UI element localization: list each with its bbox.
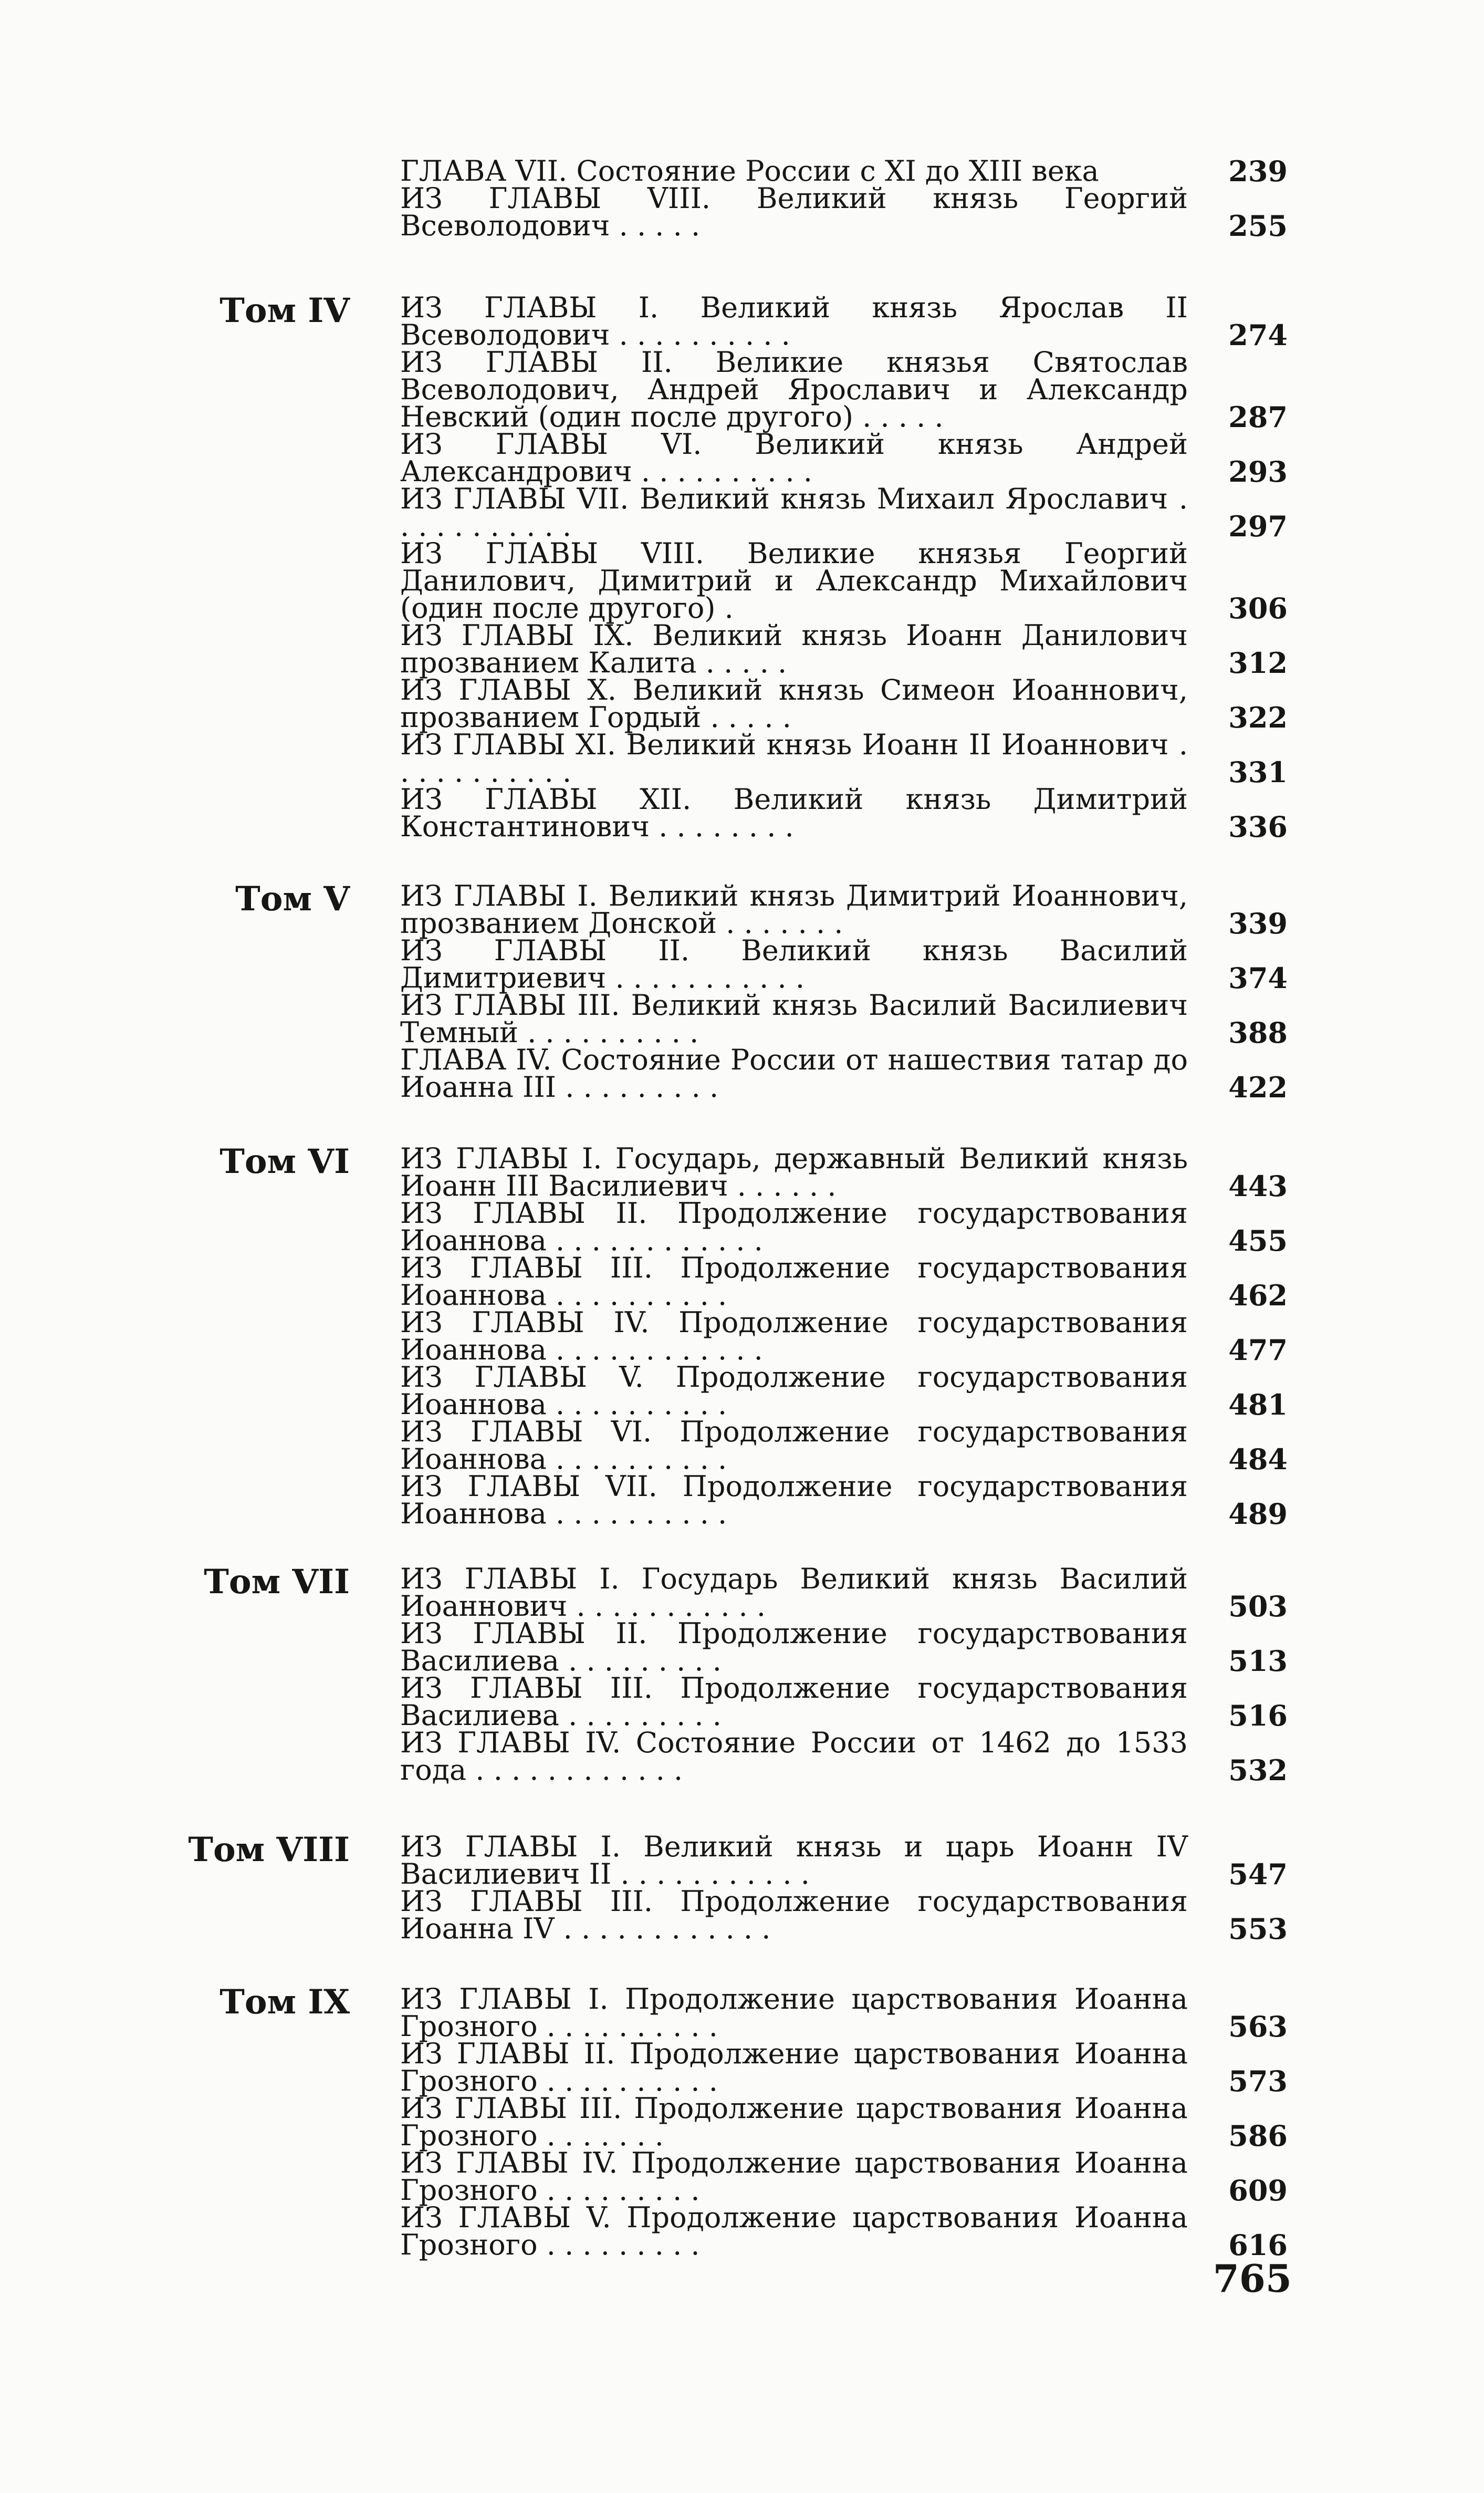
toc-entry [400,1306,1288,1367]
entry-title: ИЗ ГЛАВЫ II. Продолжение царствования Иоанна Грозного . . . . . . . . . . [400,2037,1188,2097]
entry-title: ИЗ ГЛАВЫ II. Продолжение государствования Василиева . . . . . . . . . [400,1617,1188,1677]
toc-entry [400,783,1288,844]
toc-entry [400,1726,1288,1787]
toc-entry [400,1142,1288,1203]
toc-entry [400,619,1288,680]
entry-page-number: 532 [1228,1753,1288,1787]
toc-entry [400,2037,1288,2098]
entry-title: ИЗ ГЛАВЫ II. Великие князья Святослав Всеволодович, Андрей Ярославич и Александр Невский (один после другого) . . . . . [400,346,1188,433]
entry-page-number: 239 [1228,154,1288,188]
entry-title: ИЗ ГЛАВЫ III. Продолжение государствования Иоанна IV . . . . . . . . . . . . [400,1885,1188,1945]
entry-title: ГЛАВА VII. Состояние России с XI до XIII века [400,154,1099,188]
entry-page-number: 388 [1228,1016,1288,1050]
entry-page-number: 306 [1228,591,1288,625]
entry-title: ИЗ ГЛАВЫ VI. Продолжение государствования Иоаннова . . . . . . . . . . [400,1415,1188,1476]
entry-page-number: 586 [1228,2119,1288,2153]
entry-page-number: 274 [1228,318,1288,352]
entry-page-number: 484 [1228,1442,1288,1476]
volume-label: Том VII [204,1562,350,1602]
entry-title: ИЗ ГЛАВЫ I. Государь, державный Великий князь Иоанн III Василиевич . . . . . . [400,1142,1188,1202]
entry-page-number: 312 [1228,646,1288,680]
entry-page-number: 503 [1228,1590,1288,1623]
entry-title: ИЗ ГЛАВЫ I. Государь Великий князь Василий Иоаннович . . . . . . . . . . . [400,1562,1188,1623]
entry-title: ИЗ ГЛАВЫ IV. Продолжение государствования Иоаннова . . . . . . . . . . . . [400,1306,1188,1366]
entry-title: ИЗ ГЛАВЫ VII. Великий князь Михаил Ярославич . . . . . . . . . . . [400,482,1188,543]
entry-page-number: 455 [1228,1224,1288,1258]
toc-entry [400,2146,1288,2207]
volume-label: Том VIII [188,1830,350,1869]
volume-label: Том V [235,879,350,919]
entry-page-number: 322 [1228,701,1288,734]
entry-title: ИЗ ГЛАВЫ III. Великий князь Василий Василиевич Темный . . . . . . . . . . [400,989,1188,1049]
toc-entry [400,2092,1288,2153]
entry-title: ИЗ ГЛАВЫ IX. Великий князь Иоанн Данилович прозванием Калита . . . . . [400,619,1188,679]
toc-entry [400,1982,1288,2043]
volume-label: Том IV [220,291,350,330]
entry-page-number: 293 [1228,455,1288,489]
entry-page-number: 287 [1228,400,1288,434]
toc-entry [400,1197,1288,1258]
toc-entry [400,1617,1288,1678]
entry-title: ГЛАВА IV. Состояние России от нашествия татар до Иоанна III . . . . . . . . . [400,1043,1188,1104]
toc-entry [400,934,1288,995]
toc-entry [400,537,1288,625]
entry-page-number: 422 [1228,1071,1288,1104]
entry-page-number: 481 [1228,1388,1288,1421]
toc-entry [400,1415,1288,1476]
entry-title: ИЗ ГЛАВЫ VII. Продолжение государствования Иоаннова . . . . . . . . . . [400,1470,1188,1530]
toc-entry [400,1671,1288,1732]
entry-page-number: 513 [1228,1644,1288,1678]
volume-label: Том VI [220,1142,350,1181]
entry-title: ИЗ ГЛАВЫ I. Великий князь Ярослав II Всеволодович . . . . . . . . . . [400,291,1188,351]
toc-entry [400,154,1288,188]
entry-page-number: 573 [1228,2064,1288,2098]
entry-page-number: 336 [1228,810,1288,844]
entry-title: ИЗ ГЛАВЫ III. Продолжение государствования Иоаннова . . . . . . . . . . [400,1251,1188,1312]
page-number: 765 [1213,2256,1292,2301]
toc-entry [400,482,1288,543]
entry-title: ИЗ ГЛАВЫ VI. Великий князь Андрей Александрович . . . . . . . . . . [400,428,1188,488]
toc-entry [400,1830,1288,1891]
entry-title: ИЗ ГЛАВЫ V. Продолжение царствования Иоанна Грозного . . . . . . . . . [400,2201,1188,2261]
toc-entry [400,346,1288,434]
entry-title: ИЗ ГЛАВЫ VIII. Великие князья Георгий Данилович, Димитрий и Александр Михайлович (один после другого) . [400,537,1188,625]
toc-entry [400,1885,1288,1946]
entry-title: ИЗ ГЛАВЫ III. Продолжение царствования Иоанна Грозного . . . . . . . [400,2092,1188,2152]
toc-entry [400,1043,1288,1104]
entry-page-number: 516 [1228,1699,1288,1732]
entry-title: ИЗ ГЛАВЫ V. Продолжение государствования Иоаннова . . . . . . . . . . [400,1360,1188,1421]
entry-title: ИЗ ГЛАВЫ II. Продолжение государствования Иоаннова . . . . . . . . . . . . [400,1197,1188,1257]
entry-page-number: 489 [1228,1497,1288,1531]
entry-title: ИЗ ГЛАВЫ III. Продолжение государствования Василиева . . . . . . . . . [400,1671,1188,1732]
toc-entry [400,989,1288,1050]
toc-entry [400,1360,1288,1421]
entry-title: ИЗ ГЛАВЫ VIII. Великий князь Георгий Всеволодович . . . . . [400,182,1188,242]
entry-page-number: 563 [1228,2010,1288,2043]
toc-entry [400,673,1288,734]
toc-entry [400,1251,1288,1312]
entry-title: ИЗ ГЛАВЫ IV. Продолжение царствования Иоанна Грозного . . . . . . . . . [400,2146,1188,2207]
entry-page-number: 297 [1228,510,1288,543]
entry-page-number: 339 [1228,907,1288,940]
entry-title: ИЗ ГЛАВЫ IV. Состояние России от 1462 до 1533 года . . . . . . . . . . . . [400,1726,1188,1786]
entry-title: ИЗ ГЛАВЫ XI. Великий князь Иоанн II Иоаннович . . . . . . . . . . . [400,728,1188,788]
entry-page-number: 255 [1228,209,1288,243]
entry-page-number: 553 [1228,1912,1288,1946]
volume-label: Том IX [220,1982,350,2022]
entry-title: ИЗ ГЛАВЫ I. Великий князь Димитрий Иоаннович, прозванием Донской . . . . . . . [400,879,1188,940]
entry-title: ИЗ ГЛАВЫ XII. Великий князь Димитрий Константинович . . . . . . . . [400,783,1188,843]
entry-title: ИЗ ГЛАВЫ X. Великий князь Симеон Иоаннович, прозванием Гордый . . . . . [400,673,1188,734]
toc-entry [400,2201,1288,2262]
entry-title: ИЗ ГЛАВЫ I. Великий князь и царь Иоанн IV Василиевич II . . . . . . . . . . . [400,1830,1188,1890]
entry-page-number: 443 [1228,1169,1288,1203]
toc-entry [400,1470,1288,1531]
toc-entry [400,428,1288,489]
entry-title: ИЗ ГЛАВЫ I. Продолжение царствования Иоанна Грозного . . . . . . . . . . [400,1982,1188,2043]
entry-page-number: 331 [1228,755,1288,789]
entry-page-number: 616 [1228,2228,1288,2262]
entry-page-number: 547 [1228,1857,1288,1891]
toc-entry [400,728,1288,789]
toc-entry [400,182,1288,243]
entry-page-number: 477 [1228,1333,1288,1367]
toc-entry [400,1562,1288,1623]
entry-title: ИЗ ГЛАВЫ II. Великий князь Василий Димитриевич . . . . . . . . . . . [400,934,1188,994]
entry-page-number: 374 [1228,961,1288,995]
entry-page-number: 462 [1228,1279,1288,1312]
toc-entry [400,291,1288,352]
entry-page-number: 609 [1228,2174,1288,2207]
toc-entry [400,879,1288,940]
